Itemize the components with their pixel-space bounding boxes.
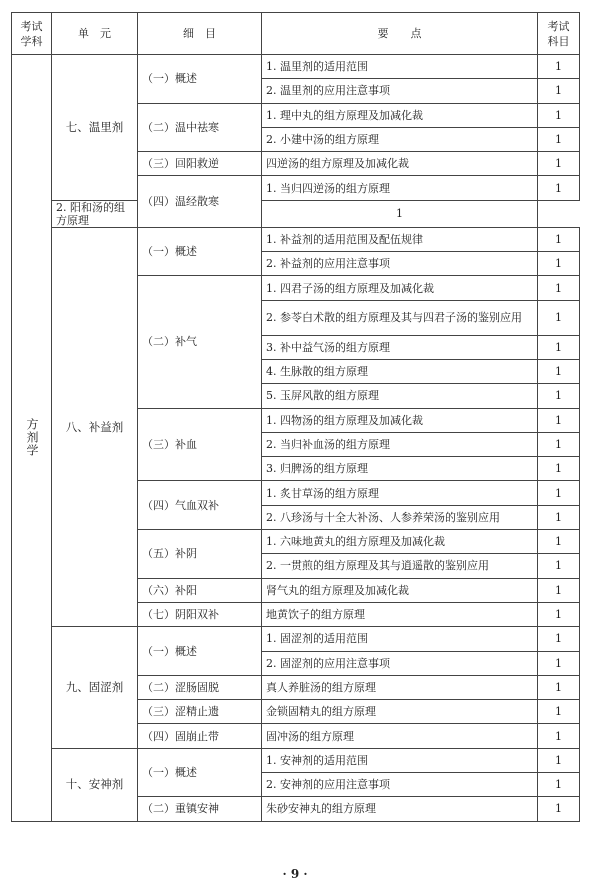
point-cell: 四逆汤的组方原理及加减化裁 bbox=[262, 152, 538, 176]
point-cell: 1. 四君子汤的组方原理及加减化裁 bbox=[262, 276, 538, 300]
num-cell: 1 bbox=[538, 700, 580, 724]
header-point: 要 点 bbox=[262, 13, 538, 55]
table-row bbox=[12, 200, 580, 227]
num-cell: 1 bbox=[538, 748, 580, 772]
point-cell: 肾气丸的组方原理及加减化裁 bbox=[262, 578, 538, 602]
point-cell: 5. 玉屏风散的组方原理 bbox=[262, 384, 538, 408]
point-cell: 固冲汤的组方原理 bbox=[262, 724, 538, 748]
num-cell: 1 bbox=[538, 578, 580, 602]
num-cell: 1 bbox=[538, 359, 580, 383]
item-cell: （四）气血双补 bbox=[138, 481, 262, 530]
item-cell: （二）涩肠固脱 bbox=[138, 675, 262, 699]
item-cell: （七）阴阳双补 bbox=[138, 602, 262, 626]
item-cell: （二）重镇安神 bbox=[138, 797, 262, 821]
num-cell: 1 bbox=[538, 675, 580, 699]
point-cell: 2. 当归补血汤的组方原理 bbox=[262, 432, 538, 456]
num-cell: 1 bbox=[538, 276, 580, 300]
num-cell: 1 bbox=[538, 252, 580, 276]
num-cell: 1 bbox=[538, 481, 580, 505]
point-cell: 2. 固涩剂的应用注意事项 bbox=[262, 651, 538, 675]
point-cell: 2. 参苓白术散的组方原理及其与四君子汤的鉴别应用 bbox=[262, 300, 538, 335]
unit-cell: 七、温里剂 bbox=[52, 55, 138, 201]
table-header bbox=[12, 13, 580, 55]
point-cell: 2. 一贯煎的组方原理及其与逍遥散的鉴别应用 bbox=[262, 554, 538, 578]
num-cell: 1 bbox=[538, 457, 580, 481]
item-cell: （一）概述 bbox=[138, 627, 262, 676]
point-cell: 4. 生脉散的组方原理 bbox=[262, 359, 538, 383]
point-cell: 2. 温里剂的应用注意事项 bbox=[262, 79, 538, 103]
point-cell: 1. 炙甘草汤的组方原理 bbox=[262, 481, 538, 505]
num-cell: 1 bbox=[538, 602, 580, 626]
header-subject: 考试 学科 bbox=[12, 13, 52, 55]
point-cell: 地黄饮子的组方原理 bbox=[262, 602, 538, 626]
point-cell: 2. 阳和汤的组方原理 bbox=[52, 200, 138, 227]
item-cell: （二）补气 bbox=[138, 276, 262, 408]
table-row bbox=[12, 227, 580, 251]
point-cell: 1. 固涩剂的适用范围 bbox=[262, 627, 538, 651]
point-cell: 金锁固精丸的组方原理 bbox=[262, 700, 538, 724]
table-row bbox=[12, 748, 580, 772]
point-cell: 2. 八珍汤与十全大补汤、人参养荣汤的鉴别应用 bbox=[262, 505, 538, 529]
num-cell: 1 bbox=[538, 432, 580, 456]
num-cell: 1 bbox=[538, 554, 580, 578]
num-cell: 1 bbox=[538, 797, 580, 821]
num-cell: 1 bbox=[538, 773, 580, 797]
num-cell: 1 bbox=[538, 227, 580, 251]
item-cell: （二）温中祛寒 bbox=[138, 103, 262, 152]
num-cell: 1 bbox=[538, 300, 580, 335]
point-cell: 真人养脏汤的组方原理 bbox=[262, 675, 538, 699]
item-cell: （三）补血 bbox=[138, 408, 262, 481]
subject-cell: 方剂学 bbox=[12, 55, 52, 822]
item-cell: （三）涩精止遗 bbox=[138, 700, 262, 724]
num-cell: 1 bbox=[538, 127, 580, 151]
num-cell: 1 bbox=[538, 651, 580, 675]
point-cell: 1. 补益剂的适用范围及配伍规律 bbox=[262, 227, 538, 251]
num-cell: 1 bbox=[538, 384, 580, 408]
unit-cell: 八、补益剂 bbox=[52, 227, 138, 626]
item-cell: （一）概述 bbox=[138, 55, 262, 104]
point-cell: 1. 当归四逆汤的组方原理 bbox=[262, 176, 538, 200]
item-cell: （五）补阴 bbox=[138, 530, 262, 579]
item-cell: （四）温经散寒 bbox=[138, 176, 262, 227]
point-cell: 3. 归脾汤的组方原理 bbox=[262, 457, 538, 481]
point-cell: 1. 六味地黄丸的组方原理及加减化裁 bbox=[262, 530, 538, 554]
page-number: · 9 · bbox=[282, 867, 308, 881]
num-cell: 1 bbox=[538, 724, 580, 748]
header-num: 考试 科目 bbox=[538, 13, 580, 55]
num-cell: 1 bbox=[538, 530, 580, 554]
item-cell: （一）概述 bbox=[138, 748, 262, 797]
point-cell: 1. 温里剂的适用范围 bbox=[262, 55, 538, 79]
point-cell: 2. 安神剂的应用注意事项 bbox=[262, 773, 538, 797]
item-cell: （三）回阳救逆 bbox=[138, 152, 262, 176]
header-unit: 单 元 bbox=[52, 13, 138, 55]
num-cell: 1 bbox=[538, 176, 580, 200]
unit-cell: 十、安神剂 bbox=[52, 748, 138, 821]
syllabus-table bbox=[11, 12, 580, 822]
item-cell: （一）概述 bbox=[138, 227, 262, 276]
num-cell: 1 bbox=[538, 55, 580, 79]
num-cell: 1 bbox=[538, 152, 580, 176]
header-item: 细 目 bbox=[138, 13, 262, 55]
unit-cell: 九、固涩剂 bbox=[52, 627, 138, 748]
table-row bbox=[12, 55, 580, 79]
point-cell: 1. 四物汤的组方原理及加减化裁 bbox=[262, 408, 538, 432]
num-cell: 1 bbox=[538, 103, 580, 127]
num-cell: 1 bbox=[538, 408, 580, 432]
point-cell: 1. 安神剂的适用范围 bbox=[262, 748, 538, 772]
num-cell: 1 bbox=[538, 335, 580, 359]
num-cell: 1 bbox=[538, 79, 580, 103]
point-cell: 2. 补益剂的应用注意事项 bbox=[262, 252, 538, 276]
num-cell: 1 bbox=[262, 200, 538, 227]
table-row bbox=[12, 627, 580, 651]
point-cell: 朱砂安神丸的组方原理 bbox=[262, 797, 538, 821]
point-cell: 1. 理中丸的组方原理及加减化裁 bbox=[262, 103, 538, 127]
num-cell: 1 bbox=[538, 627, 580, 651]
table-body bbox=[12, 55, 580, 822]
item-cell: （四）固崩止带 bbox=[138, 724, 262, 748]
item-cell: （六）补阳 bbox=[138, 578, 262, 602]
num-cell: 1 bbox=[538, 505, 580, 529]
point-cell: 2. 小建中汤的组方原理 bbox=[262, 127, 538, 151]
point-cell: 3. 补中益气汤的组方原理 bbox=[262, 335, 538, 359]
